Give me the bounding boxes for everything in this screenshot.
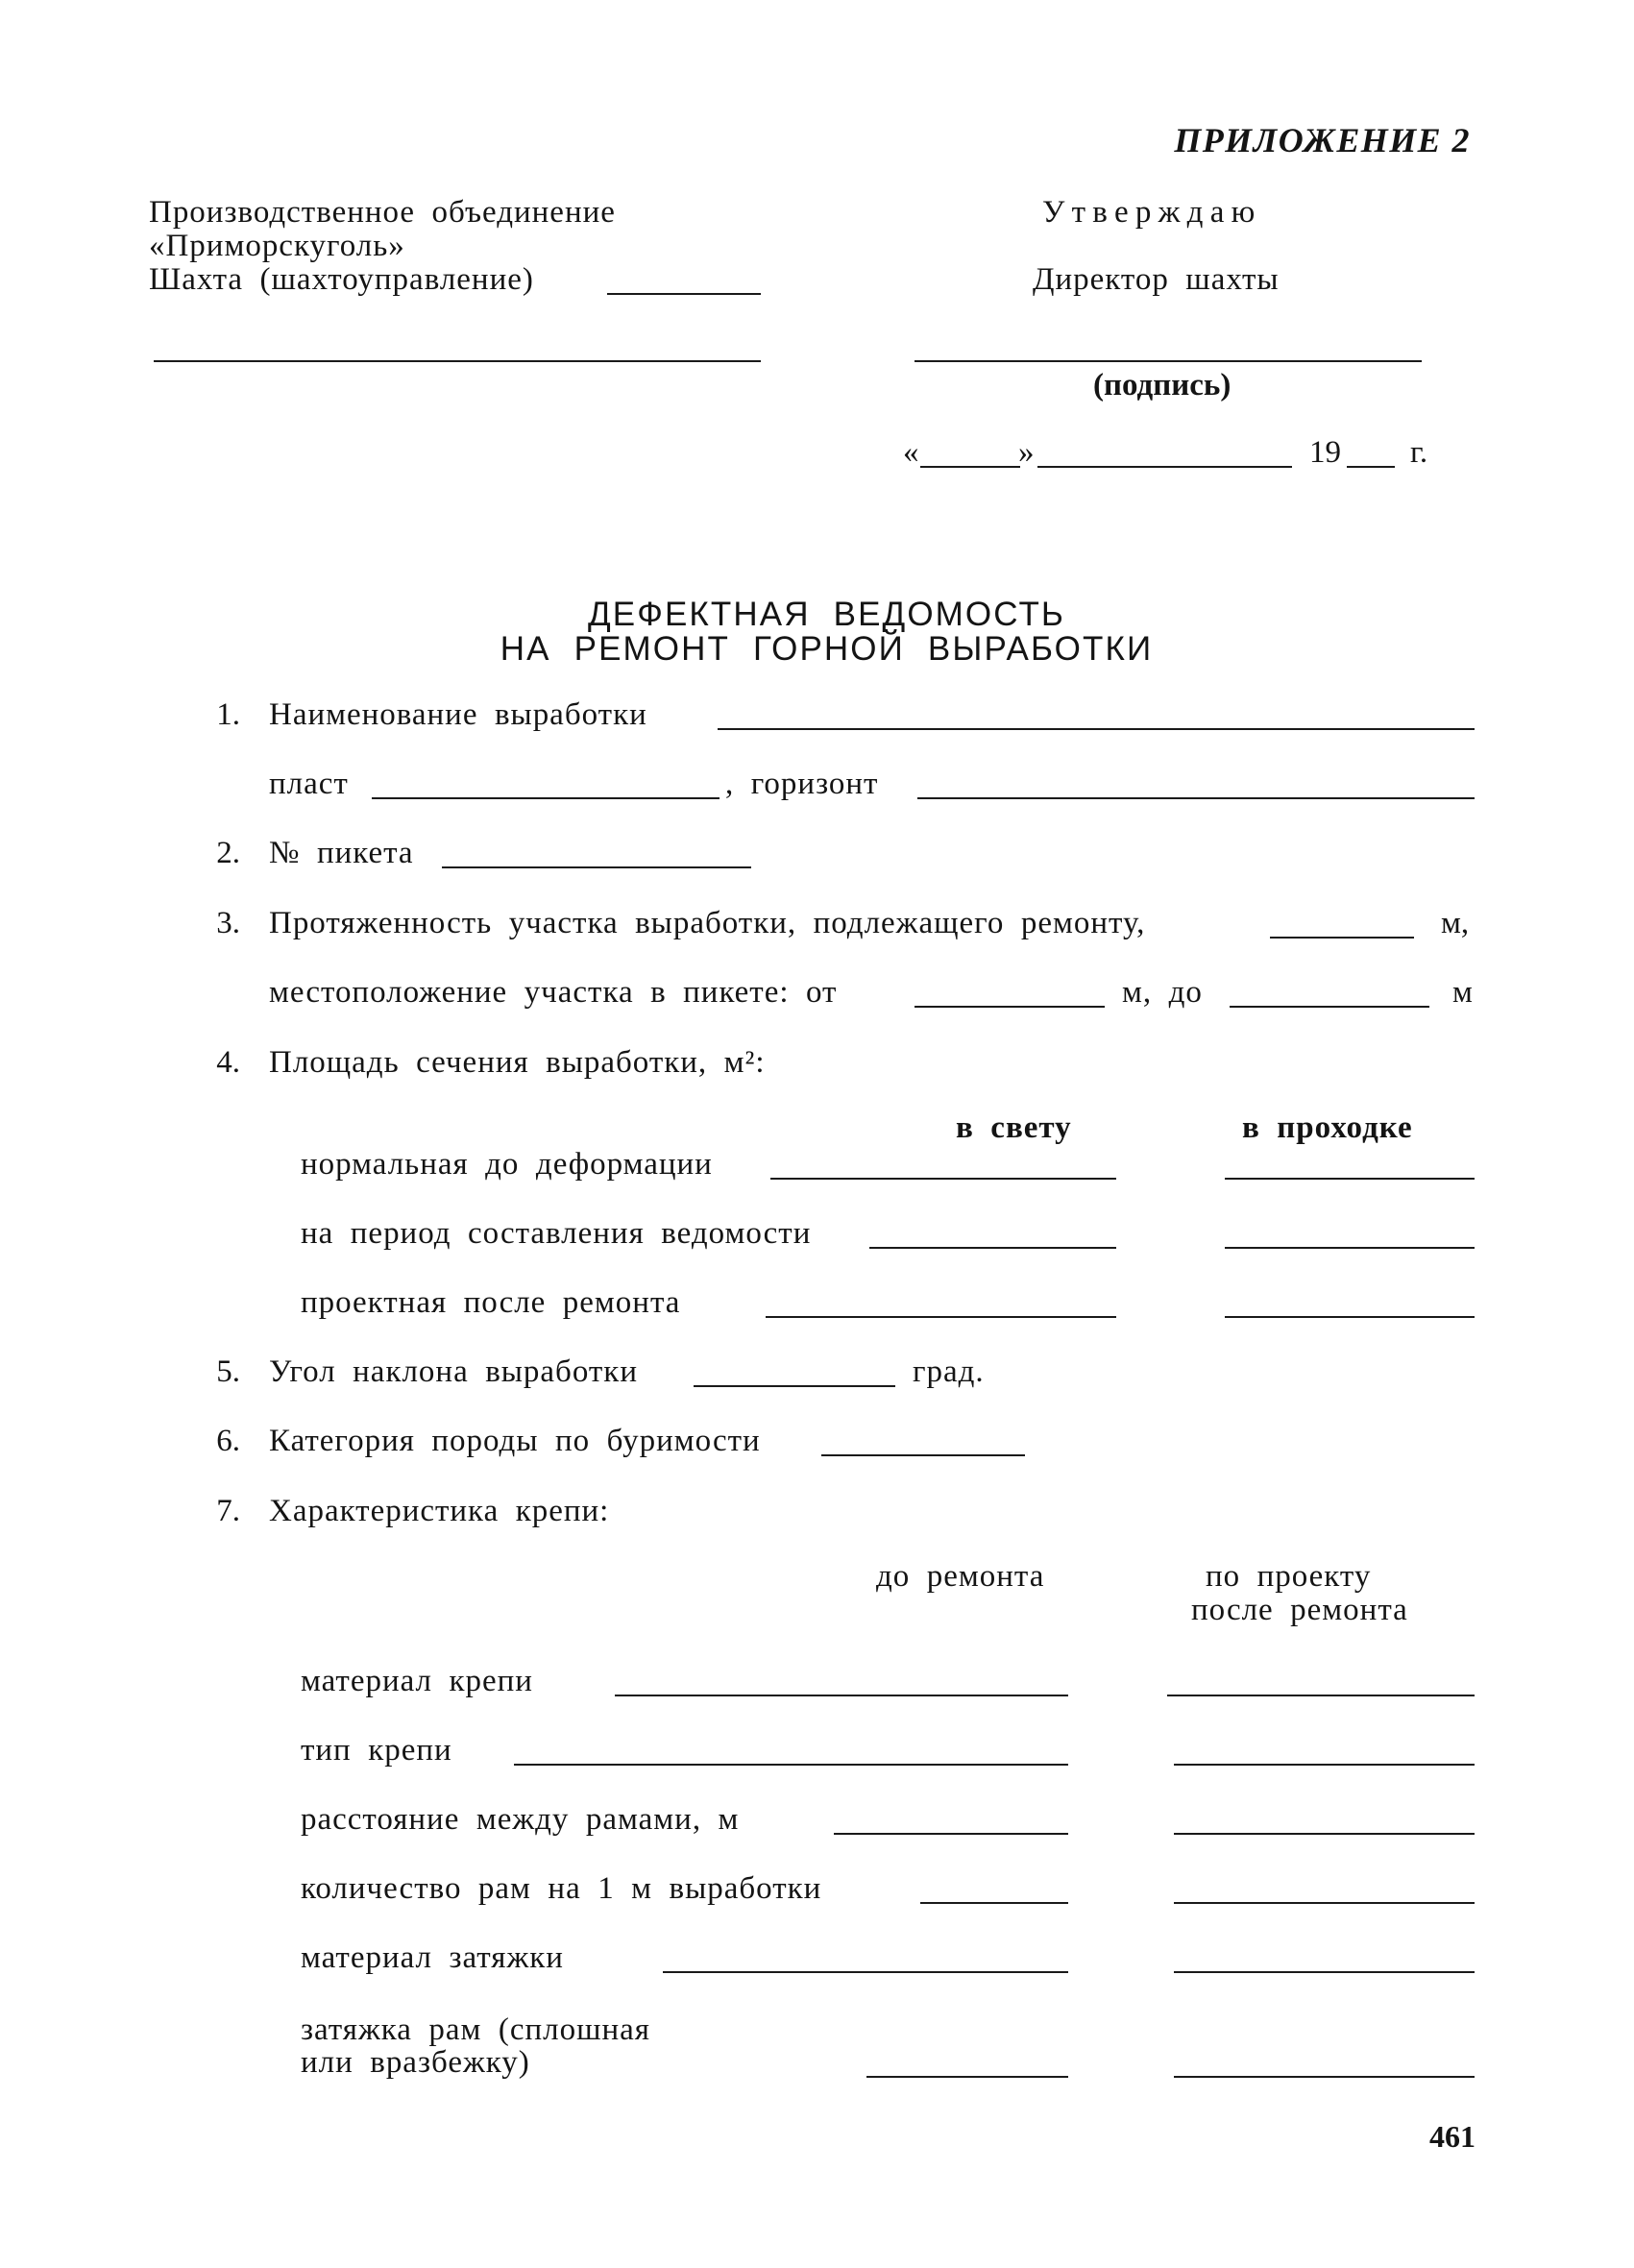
director-title: Директор шахты — [1033, 262, 1280, 297]
seam-field[interactable] — [372, 797, 719, 799]
org-extra-field[interactable] — [154, 360, 761, 362]
frame-count-before-field[interactable] — [920, 1902, 1068, 1904]
item-4-label: Площадь сечения выработки, м²: — [269, 1045, 766, 1080]
support-row-lagging-type-line-2: или вразбежку) — [301, 2045, 530, 2080]
area-current-excavation-field[interactable] — [1225, 1247, 1475, 1249]
date-close-quote: » — [1018, 435, 1035, 470]
org-line-1: Производственное объединение — [149, 195, 616, 230]
signature-field[interactable] — [915, 360, 1422, 362]
page-number: 461 — [1429, 2119, 1475, 2154]
location-to-field[interactable] — [1230, 1006, 1429, 1008]
location-label: местоположение участка в пикете: от — [269, 975, 838, 1010]
item-7-label: Характеристика крепи: — [269, 1494, 610, 1528]
item-7-number: 7. — [216, 1494, 240, 1528]
rock-category-field[interactable] — [821, 1454, 1025, 1456]
date-open-quote: « — [903, 435, 919, 470]
lagging-type-before-field[interactable] — [866, 2076, 1068, 2078]
frame-spacing-after-field[interactable] — [1174, 1833, 1475, 1835]
location-to-unit: м — [1452, 975, 1473, 1010]
section-length-field[interactable] — [1270, 937, 1414, 939]
support-row-lagging-material: материал затяжки — [301, 1940, 564, 1975]
lagging-material-before-field[interactable] — [663, 1971, 1068, 1973]
seam-label: пласт — [269, 767, 349, 801]
document-title-line-2: НА РЕМОНТ ГОРНОЙ ВЫРАБОТКИ — [500, 630, 1154, 668]
lagging-type-after-field[interactable] — [1174, 2076, 1475, 2078]
date-month-field[interactable] — [1037, 466, 1292, 468]
lagging-material-after-field[interactable] — [1174, 1971, 1475, 1973]
area-col-excavation-header: в проходке — [1242, 1110, 1413, 1145]
item-5-number: 5. — [216, 1354, 240, 1389]
area-current-clear-field[interactable] — [869, 1247, 1116, 1249]
approve-text: Утверждаю — [1042, 195, 1262, 230]
support-row-frame-spacing: расстояние между рамами, м — [301, 1802, 740, 1837]
item-5-label: Угол наклона выработки — [269, 1354, 638, 1389]
signature-caption: (подпись) — [1093, 368, 1232, 402]
area-design-clear-field[interactable] — [766, 1316, 1116, 1318]
support-col-after-header-line-2: после ремонта — [1191, 1593, 1408, 1627]
support-row-material: материал крепи — [301, 1664, 533, 1698]
area-normal-excavation-field[interactable] — [1225, 1178, 1475, 1180]
item-3-number: 3. — [216, 906, 240, 940]
item-6-label: Категория породы по буримости — [269, 1424, 761, 1458]
horizon-field[interactable] — [917, 797, 1475, 799]
support-row-frame-count: количество рам на 1 м выработки — [301, 1871, 822, 1906]
support-row-lagging-type-line-1: затяжка рам (сплошная — [301, 2012, 650, 2047]
area-normal-clear-field[interactable] — [770, 1178, 1116, 1180]
support-col-before-header: до ремонта — [876, 1559, 1045, 1594]
location-to-label: м, до — [1122, 975, 1203, 1010]
area-col-clear-header: в свету — [956, 1110, 1072, 1145]
item-1-label: Наименование выработки — [269, 697, 647, 732]
incline-angle-unit: град. — [913, 1354, 985, 1389]
area-row-normal: нормальная до деформации — [301, 1147, 713, 1182]
item-2-number: 2. — [216, 836, 240, 870]
support-material-before-field[interactable] — [615, 1695, 1068, 1696]
incline-angle-field[interactable] — [694, 1385, 895, 1387]
support-material-after-field[interactable] — [1167, 1695, 1475, 1696]
area-row-current: на период составления ведомости — [301, 1216, 812, 1251]
date-year-prefix: 19 — [1309, 435, 1341, 470]
org-line-2: «Приморскуголь» — [149, 229, 405, 263]
date-day-field[interactable] — [920, 466, 1020, 468]
frame-spacing-before-field[interactable] — [834, 1833, 1068, 1835]
appendix-label: ПРИЛОЖЕНИЕ 2 — [1174, 121, 1471, 159]
item-1-number: 1. — [216, 697, 240, 732]
area-row-design: проектная после ремонта — [301, 1285, 681, 1320]
support-type-before-field[interactable] — [514, 1764, 1068, 1766]
support-row-type: тип крепи — [301, 1733, 452, 1768]
location-from-field[interactable] — [915, 1006, 1105, 1008]
document-title-line-1: ДЕФЕКТНАЯ ВЕДОМОСТЬ — [588, 596, 1065, 633]
support-col-after-header-line-1: по проекту — [1206, 1559, 1372, 1594]
area-design-excavation-field[interactable] — [1225, 1316, 1475, 1318]
mine-name-field[interactable] — [607, 293, 761, 295]
item-2-label: № пикета — [269, 836, 414, 870]
picket-number-field[interactable] — [442, 866, 751, 868]
support-type-after-field[interactable] — [1174, 1764, 1475, 1766]
section-length-unit: м, — [1441, 906, 1470, 940]
date-year-field[interactable] — [1347, 466, 1395, 468]
horizon-label: , горизонт — [725, 767, 879, 801]
item-4-number: 4. — [216, 1045, 240, 1080]
frame-count-after-field[interactable] — [1174, 1902, 1475, 1904]
item-3-label: Протяженность участка выработки, подлежащего ремонту, — [269, 906, 1146, 940]
date-year-suffix: г. — [1410, 435, 1428, 470]
org-line-3: Шахта (шахтоуправление) — [149, 262, 534, 297]
workings-name-field[interactable] — [718, 728, 1475, 730]
item-6-number: 6. — [216, 1424, 240, 1458]
